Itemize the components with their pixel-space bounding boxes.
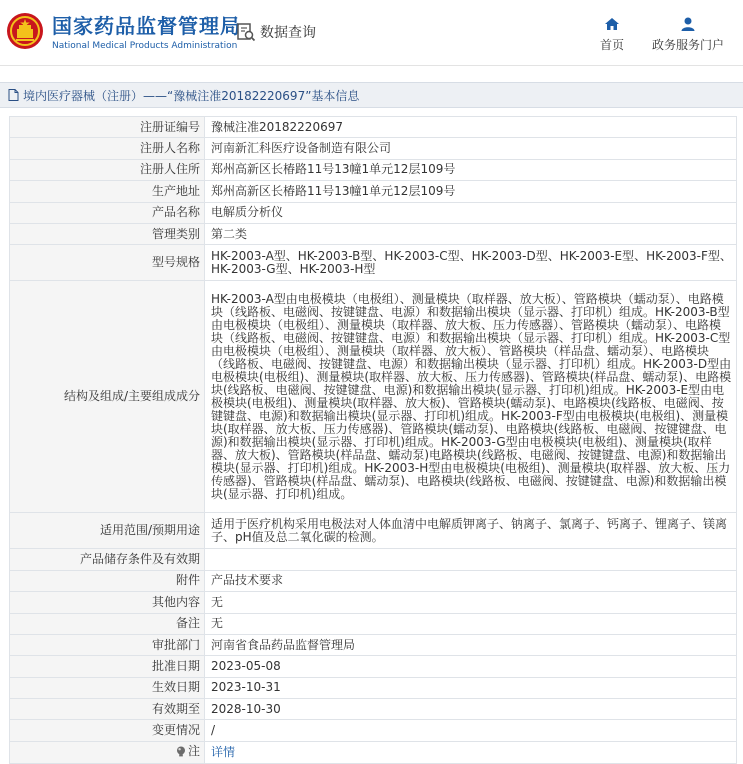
table-row bbox=[10, 159, 737, 180]
field-value: HK-2003-A型由电极模块（电极组）、测量模块（取样器、放大板）、管路模块（蠕动泵）、电路模块（线路板、电磁阀、按键键盘、电源）和数据输出模块（显示器、打印机）组成。HK-2003-B型由电极模块（电极组）、测量模块（取样器、放大板、压力传感器）、管路模块（蠕动泵）、电路模块（线路板、电磁阀、按键键盘、电源）和数据输出模块（显示器、打印机）组成。HK-2003-C型由电极模块（电极组）、测量模块（取样器、放大板）、管路模块（样品盘、蠕动泵）、电路模块（线路板、电磁阀、按键键盘、电源）和数据输出模块（显示器、打印机）组成。HK-2003-D型由电极模块(电极组)、测量模块(取样器、放大板、压力传感器)、管路模块(样品盘、蠕动泵)、电路模块(线路板、电磁阀、按键键盘、电源)和数据输出模块(显示器、打印机)组成。HK-2003-E型由电极模块(电极组)、测量模块(取样器、放大板)、管路模块(蠕动泵)、电路模块(线路板、电磁阀、按键键盘、电源)和数据输出模块(显示器、打印机)组成。HK-2003-F型由电极模块(电极组)、测量模块(取样器、放大板、压力传感器)、管路模块(蠕动泵)、电路模块(线路板、电磁阀、按键键盘、电源)和数据输出模块(显示器、打印机)组成。HK-2003-G型由电极模块(电极组)、测量模块(取样器、放大板)、管路模块(样品盘、蠕动泵)电路模块(线路板、电磁阀、按键键盘、电源)和数据输出模块(显示器、打印机)组成。HK-2003-H型由电极模块(电极组)、测量模块(取样器、放大板、压力传感器)、管路模块(样品盘、蠕动泵)、电路模块(线路板、电磁阀、按键键盘、电源)和数据输出模块(显示器、打印机)组成。 bbox=[205, 281, 737, 513]
field-label: 产品储存条件及有效期 bbox=[10, 549, 205, 570]
brand-title-en: National Medical Products Administration bbox=[52, 41, 238, 51]
note-label bbox=[176, 745, 200, 758]
field-label: 生产地址 bbox=[10, 181, 205, 202]
data-query-link[interactable] bbox=[236, 22, 316, 42]
field-label: 备注 bbox=[10, 613, 205, 634]
field-value: 电解质分析仪 bbox=[205, 202, 737, 223]
table-row bbox=[10, 677, 737, 698]
nav-home[interactable] bbox=[600, 16, 624, 53]
field-value: 2023-05-08 bbox=[205, 656, 737, 677]
field-label: 结构及组成/主要组成成分 bbox=[10, 281, 205, 513]
table-row bbox=[10, 592, 737, 613]
table-row bbox=[10, 656, 737, 677]
field-label: 有效期至 bbox=[10, 699, 205, 720]
table-row bbox=[10, 549, 737, 570]
field-value: 无 bbox=[205, 613, 737, 634]
field-value: 无 bbox=[205, 592, 737, 613]
nav-service-portal[interactable] bbox=[652, 16, 724, 53]
field-value: 2023-10-31 bbox=[205, 677, 737, 698]
table-row bbox=[10, 570, 737, 591]
field-label: 生效日期 bbox=[10, 677, 205, 698]
details-link[interactable]: 详情 bbox=[211, 744, 236, 759]
field-value: 河南省食品药品监督管理局 bbox=[205, 634, 737, 655]
field-label: 变更情况 bbox=[10, 720, 205, 741]
user-icon bbox=[680, 16, 696, 32]
table-row bbox=[10, 202, 737, 223]
table-row bbox=[10, 181, 737, 202]
detail-table bbox=[9, 116, 737, 764]
document-icon bbox=[8, 89, 19, 101]
field-value: 2028-10-30 bbox=[205, 699, 737, 720]
table-row bbox=[10, 513, 737, 549]
field-value: HK-2003-A型、HK-2003-B型、HK-2003-C型、HK-2003-D型、HK-2003-E型、HK-2003-F型、HK-2003-G型、HK-2003-H型 bbox=[205, 245, 737, 281]
note-value-cell bbox=[205, 741, 737, 763]
field-value: 郑州高新区长椿路11号13幢1单元12层109号 bbox=[205, 181, 737, 202]
field-value: 适用于医疗机构采用电极法对人体血清中电解质钾离子、钠离子、氯离子、钙离子、锂离子、镁离子、pH值及总二氧化碳的检测。 bbox=[205, 513, 737, 549]
table-row bbox=[10, 117, 737, 138]
field-label: 注册人名称 bbox=[10, 138, 205, 159]
table-row bbox=[10, 281, 737, 513]
note-label-cell bbox=[10, 741, 205, 763]
field-label: 注册证编号 bbox=[10, 117, 205, 138]
field-label: 适用范围/预期用途 bbox=[10, 513, 205, 549]
nav-service-label: 政务服务门户 bbox=[652, 38, 725, 52]
table-row bbox=[10, 138, 737, 159]
breadcrumb bbox=[0, 82, 743, 108]
brand-title-cn: 国家药品监督管理局 bbox=[52, 14, 241, 38]
field-value: 郑州高新区长椿路11号13幢1单元12层109号 bbox=[205, 159, 737, 180]
field-value: 产品技术要求 bbox=[205, 570, 737, 591]
field-value: 豫械注准20182220697 bbox=[205, 117, 737, 138]
national-emblem-logo[interactable] bbox=[6, 12, 44, 50]
field-value bbox=[205, 549, 737, 570]
home-icon bbox=[604, 16, 620, 32]
field-value: / bbox=[205, 720, 737, 741]
table-row bbox=[10, 634, 737, 655]
field-value: 第二类 bbox=[205, 223, 737, 244]
nav-home-label: 首页 bbox=[600, 38, 625, 52]
brand[interactable] bbox=[52, 14, 241, 52]
field-label: 注册人住所 bbox=[10, 159, 205, 180]
search-document-icon bbox=[236, 22, 256, 42]
field-label: 产品名称 bbox=[10, 202, 205, 223]
table-row bbox=[10, 223, 737, 244]
table-row bbox=[10, 245, 737, 281]
table-row-note bbox=[10, 741, 737, 763]
note-label-text: 注 bbox=[187, 743, 200, 758]
table-row bbox=[10, 699, 737, 720]
table-row bbox=[10, 720, 737, 741]
field-value: 河南新汇科医疗设备制造有限公司 bbox=[205, 138, 737, 159]
field-label: 管理类别 bbox=[10, 223, 205, 244]
bulb-icon bbox=[176, 746, 186, 757]
field-label: 型号规格 bbox=[10, 245, 205, 281]
field-label: 批准日期 bbox=[10, 656, 205, 677]
site-header bbox=[0, 0, 743, 66]
field-label: 其他内容 bbox=[10, 592, 205, 613]
table-row bbox=[10, 613, 737, 634]
breadcrumb-text: 境内医疗器械（注册）——“豫械注准20182220697”基本信息 bbox=[23, 88, 360, 103]
field-label: 附件 bbox=[10, 570, 205, 591]
field-label: 审批部门 bbox=[10, 634, 205, 655]
data-query-label: 数据查询 bbox=[260, 25, 316, 41]
